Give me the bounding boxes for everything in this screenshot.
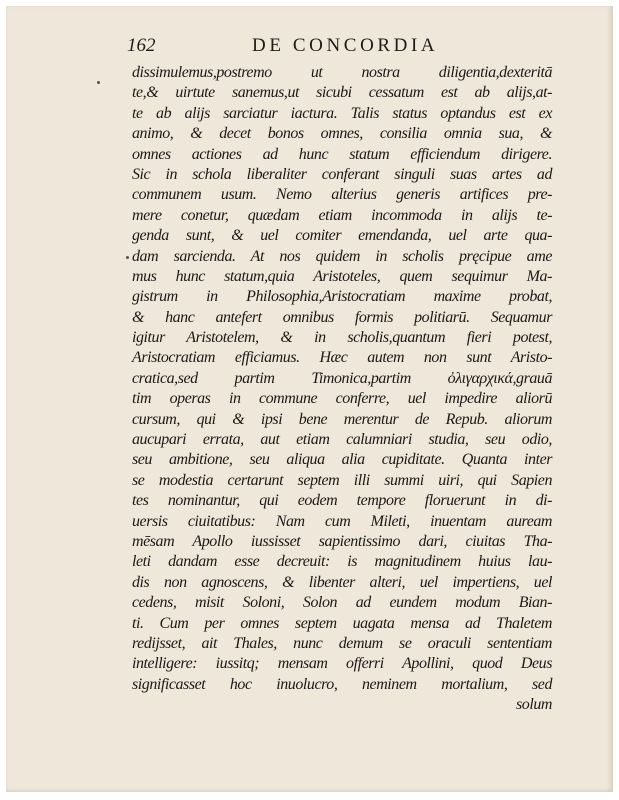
book-page [6, 6, 613, 792]
text-line: mus hunc statum,quia Aristoteles, quem sequimur Ma- [132, 267, 552, 285]
text-line: & hanc antefert omnibus formis politiarū. Sequamur [132, 308, 552, 326]
text-line: cursum, qui & ipsi bene merentur de Repub. aliorum [132, 410, 552, 428]
text-line: dam sarcienda. At nos quidem in scholis pręcipue ame [132, 247, 552, 265]
text-line: gistrum in Philosophia,Aristocratiam maxime probat, [132, 288, 552, 306]
text-line: se modestia certarunt septem illi summi uiri, qui Sapien [132, 471, 552, 489]
text-line: mēsam Apollo iussisset sapientissimo dari, ciuitas Tha- [132, 532, 552, 550]
text-line: redijsset, ait Thales, nunc demum se oraculi sententiam [132, 634, 552, 652]
text-line: te ab alijs sarciatur iactura. Talis status optandus est ex [132, 104, 552, 122]
page-header [6, 35, 612, 59]
page-number: 162 [127, 35, 156, 56]
text-line: intelligere: iussitq; mensam offerri Apollini, quod Deus [132, 655, 552, 673]
text-line: seu ambitione, seu aliqua alia cupiditate. Quanta inter [132, 451, 552, 469]
ink-speck [126, 256, 129, 259]
text-line: uersis ciuitatibus: Nam cum Mileti, inuentam auream [132, 512, 552, 530]
text-line: mere conetur, quædam etiam incommoda in alijs te- [132, 206, 552, 224]
text-line: Aristocratiam efficiamus. Hæc autem non sunt Aristo- [132, 349, 552, 367]
ink-speck [97, 81, 100, 84]
text-line: communem usum. Nemo alterius generis artifices pre- [132, 186, 552, 204]
text-line: leti dandam esse decreuit: is magnitudinem huius lau- [132, 553, 552, 571]
text-line: cedens, misit Soloni, Solon ad eundem modum Bian- [132, 594, 552, 612]
text-line: dissimulemus,postremo ut nostra diligentia,dexteritā [132, 64, 552, 81]
text-line: igitur Aristotelem, & in scholis,quantum fieri potest, [132, 329, 552, 347]
text-line: solum [516, 696, 552, 714]
text-line: omnes actiones ad hunc statum efficiendum dirigere. [132, 145, 552, 163]
body-text [132, 63, 552, 716]
text-line: ti. Cum per omnes septem uagata mensa ad Thaletem [132, 614, 552, 632]
text-line: cratica,sed partim Timonica,partim ὀλιγαρχικά,grauā [132, 369, 552, 387]
text-line: animo, & decet bonos omnes, consilia omnia sua, & [132, 125, 552, 143]
text-line: aucupari errata, aut etiam calumniari studia, seu odio, [132, 431, 552, 449]
text-line: te,& uirtute sanemus,ut sicubi cessatum est ab alijs,at- [132, 84, 552, 102]
text-line: dis non agnoscens, & libenter alteri, uel impertiens, uel [132, 573, 552, 591]
text-line: Sic in schola liberaliter conferant singuli suas artes ad [132, 165, 552, 183]
running-title: DE CONCORDIA [252, 35, 439, 56]
text-line: tes nominantur, qui eodem tempore floruerunt in di- [132, 492, 552, 510]
text-line: significasset hoc inuolucro, neminem mortalium, sed [132, 675, 552, 693]
text-line: tim operas in commune conferre, uel impedire aliorū [132, 390, 552, 408]
text-line: genda sunt, & uel comiter emendanda, uel arte qua- [132, 227, 552, 245]
